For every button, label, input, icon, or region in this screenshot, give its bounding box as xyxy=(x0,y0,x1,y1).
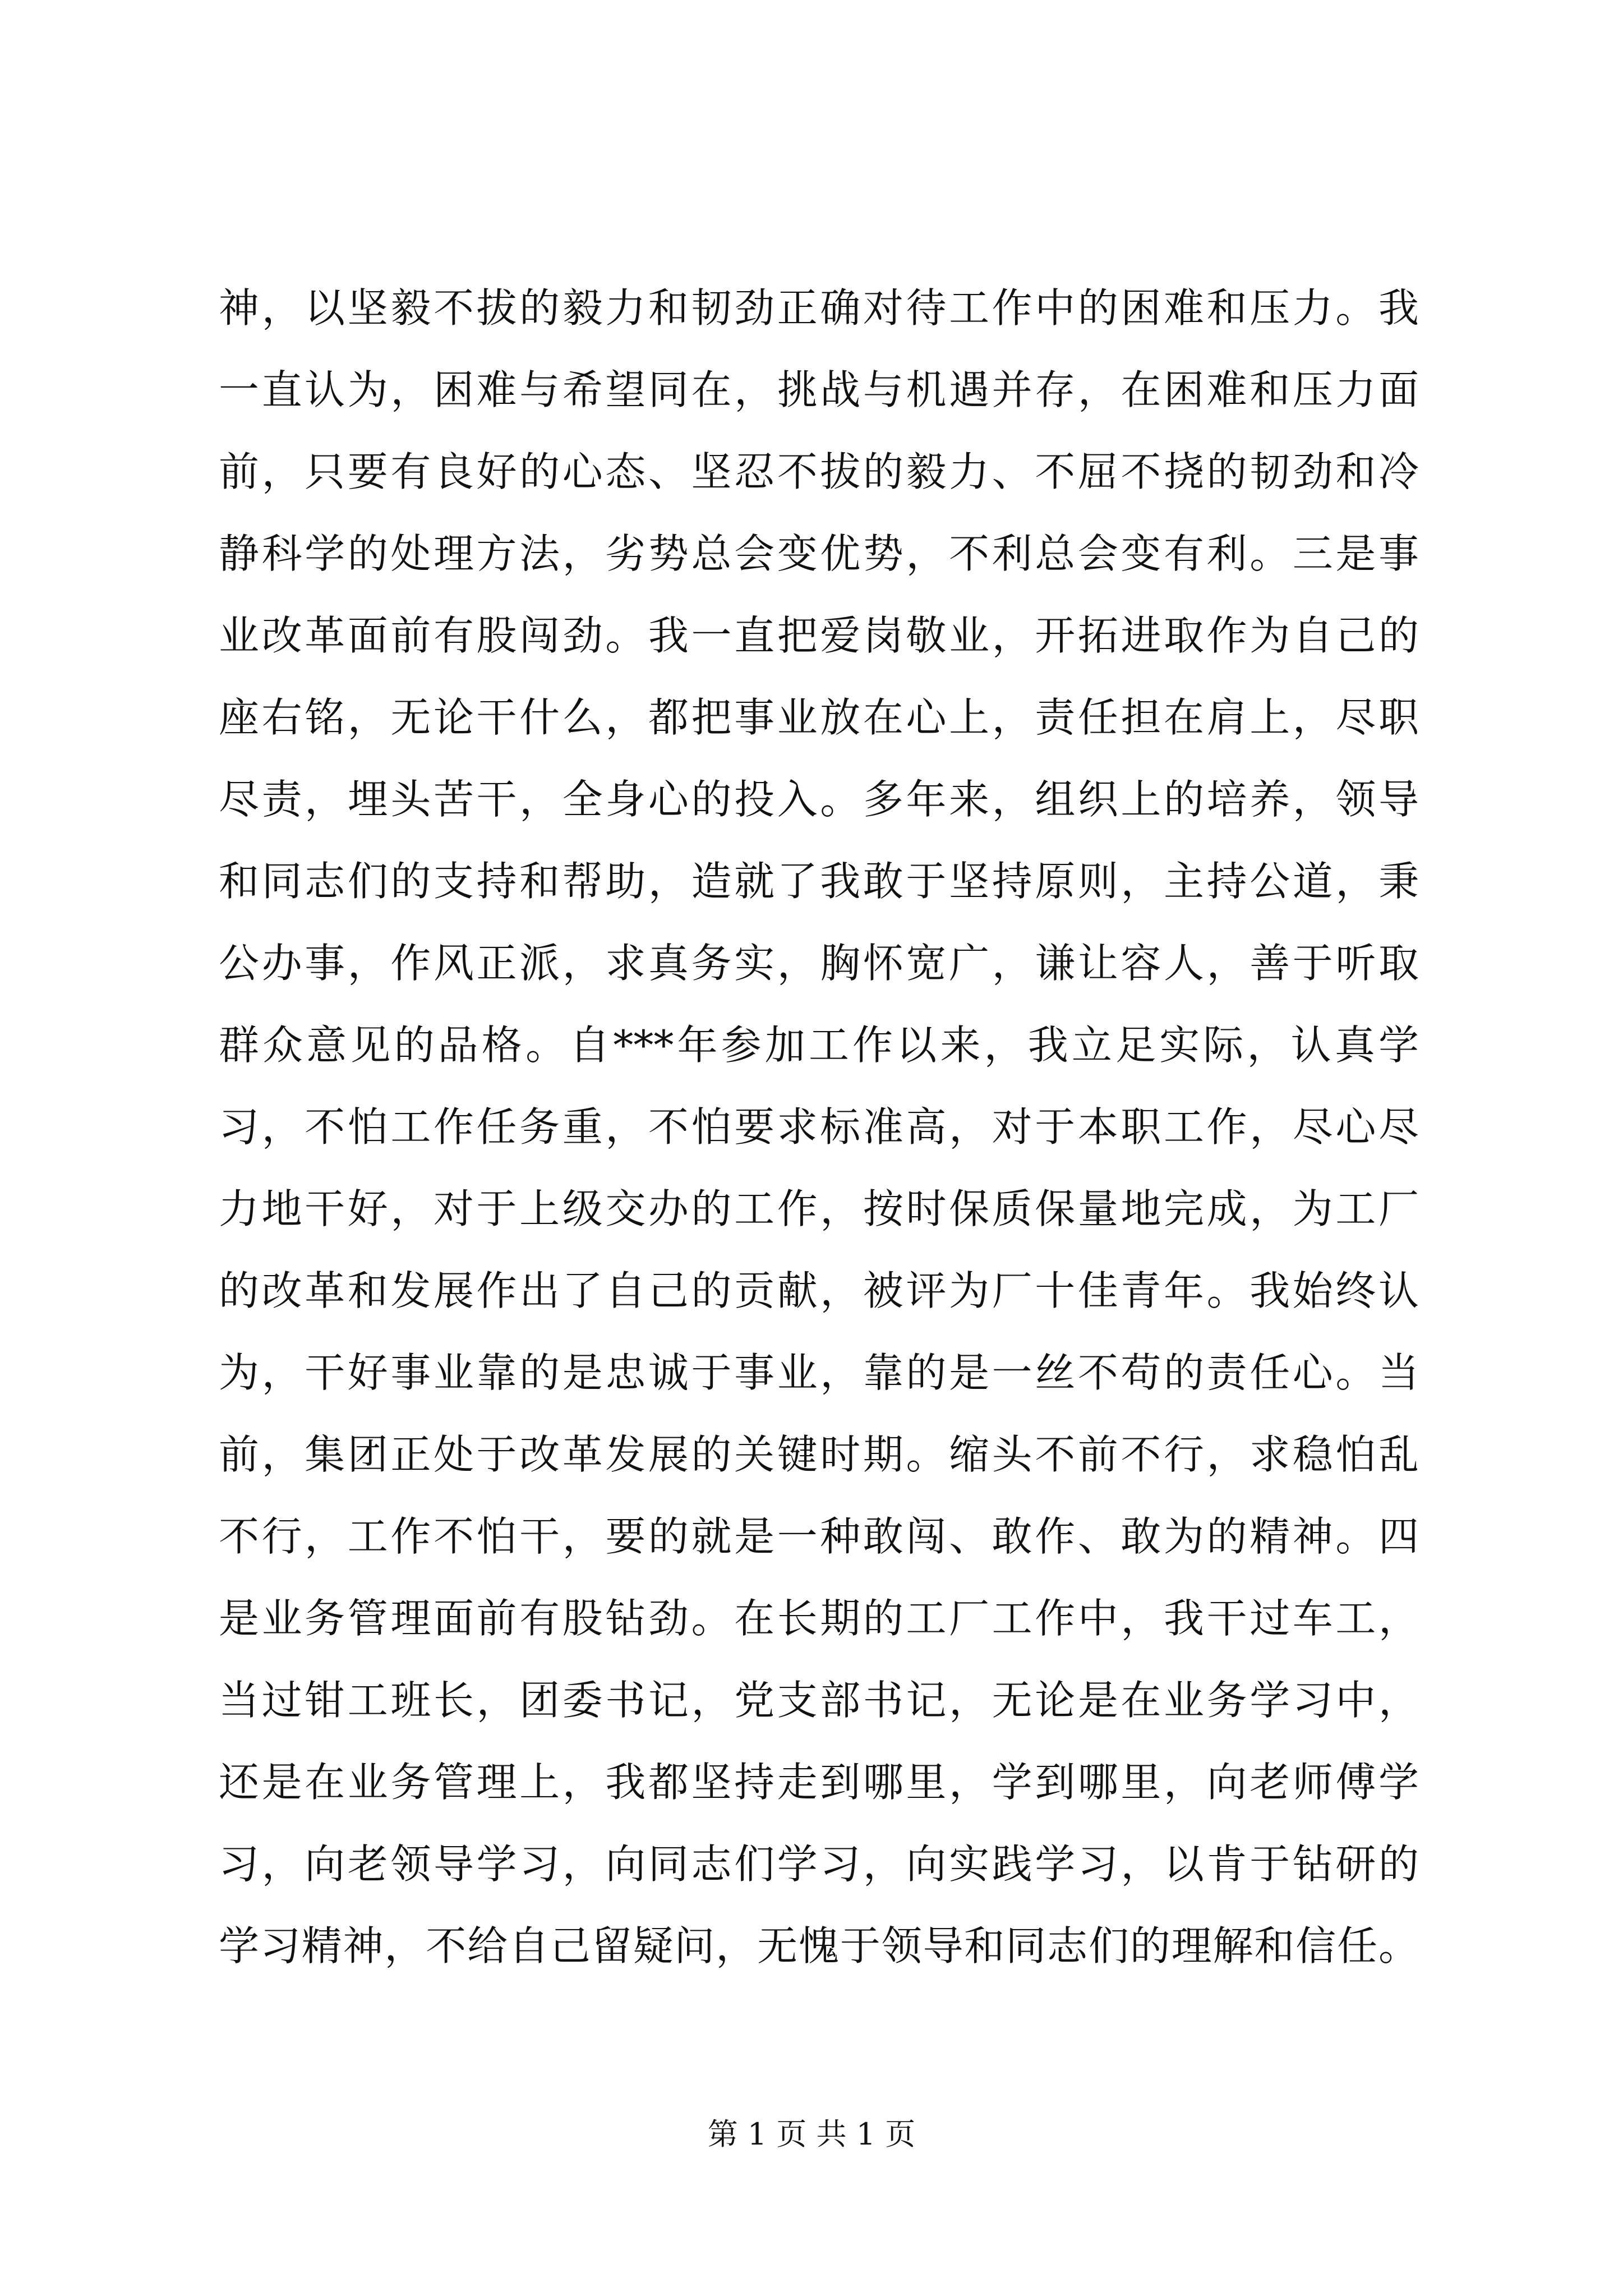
text-line-7: 尽责，埋头苦干，全身心的投入。多年来，组织上的培养，领导 xyxy=(219,776,1419,823)
text-line-6: 座右铭，无论干什么，都把事业放在心上，责任担在肩上，尽职 xyxy=(219,694,1419,741)
text-line-17: 是业务管理面前有股钻劲。在长期的工厂工作中，我干过车工， xyxy=(219,1595,1419,1642)
text-line-16: 不行，工作不怕干，要的就是一种敢闯、敢作、敢为的精神。四 xyxy=(219,1513,1419,1560)
text-line-12: 力地干好，对于上级交办的工作，按时保质保量地完成，为工厂 xyxy=(219,1185,1419,1232)
page-footer xyxy=(0,2112,1623,2157)
text-line-1: 神，以坚毅不拔的毅力和韧劲正确对待工作中的困难和压力。我 xyxy=(219,284,1419,332)
text-line-19: 还是在业务管理上，我都坚持走到哪里，学到哪里，向老师傅学 xyxy=(219,1759,1419,1806)
text-line-10: 群众意见的品格。自***年参加工作以来，我立足实际，认真学 xyxy=(219,1022,1419,1069)
page-number-label: 第 1 页 共 1 页 xyxy=(707,2116,916,2152)
text-line-2: 一直认为，困难与希望同在，挑战与机遇并存，在困难和压力面 xyxy=(219,366,1419,413)
text-line-20: 习，向老领导学习，向同志们学习，向实践学习，以肯于钻研的 xyxy=(219,1841,1419,1888)
text-line-14: 为，干好事业靠的是忠诚于事业，靠的是一丝不苟的责任心。当 xyxy=(219,1349,1419,1396)
text-line-9: 公办事，作风正派，求真务实，胸怀宽广，谦让容人，善于听取 xyxy=(219,940,1419,987)
text-line-13: 的改革和发展作出了自己的贡献，被评为厂十佳青年。我始终认 xyxy=(219,1267,1419,1314)
text-line-15: 前，集团正处于改革发展的关键时期。缩头不前不行，求稳怕乱 xyxy=(219,1431,1419,1478)
text-line-21: 学习精神，不给自己留疑问，无愧于领导和同志们的理解和信任。 xyxy=(219,1922,1419,1970)
text-line-18: 当过钳工班长，团委书记，党支部书记，无论是在业务学习中， xyxy=(219,1677,1419,1724)
text-line-3: 前，只要有良好的心态、坚忍不拔的毅力、不屈不挠的韧劲和冷 xyxy=(219,448,1419,495)
text-line-11: 习，不怕工作任务重，不怕要求标准高，对于本职工作，尽心尽 xyxy=(219,1103,1419,1151)
text-line-4: 静科学的处理方法，劣势总会变优势，不利总会变有利。三是事 xyxy=(219,530,1419,577)
text-line-8: 和同志们的支持和帮助，造就了我敢于坚持原则，主持公道，秉 xyxy=(219,858,1419,905)
text-line-5: 业改革面前有股闯劲。我一直把爱岗敬业，开拓进取作为自己的 xyxy=(219,612,1419,659)
body-paragraph xyxy=(219,267,1419,1987)
